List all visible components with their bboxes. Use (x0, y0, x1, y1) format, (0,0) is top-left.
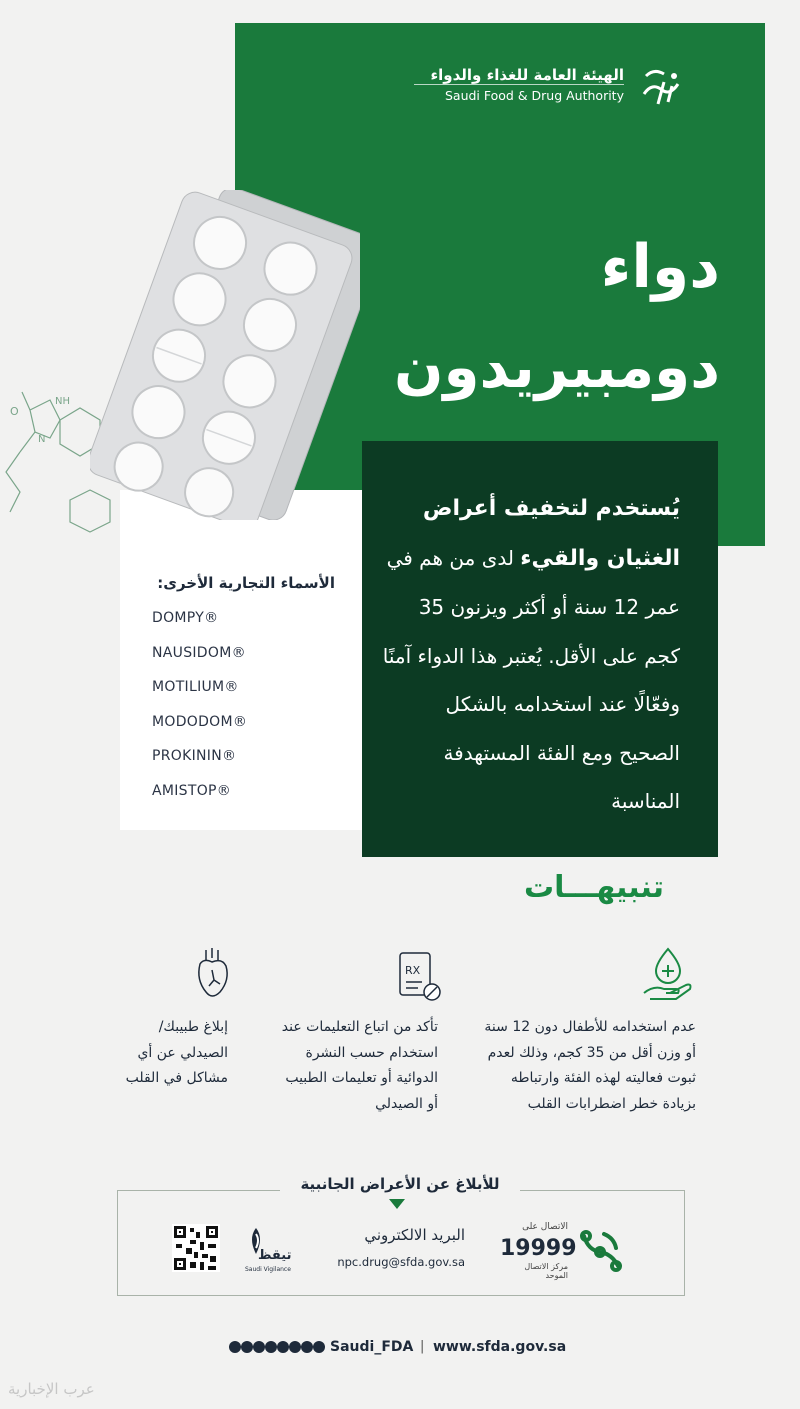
brand-list (152, 610, 247, 817)
call-center-label: مركز الاتصال الموحد (524, 1262, 568, 1280)
brand-item: DOMPY® (152, 610, 219, 626)
brand-item: NAUSIDOM® (152, 644, 246, 661)
logo-arabic-text: الهيئة العامة للغذاء والدواء (430, 66, 624, 84)
email-label: البريد الالكتروني (364, 1226, 465, 1244)
title-drug: دواء (600, 232, 720, 302)
blister-pack-illustration (90, 190, 360, 520)
footer-separator: | (420, 1339, 425, 1354)
warning-children: عدم استخدامه للأطفال دون 12 سنة أو وزن أقل من 35 كجم، وذلك لعدم ثبوت فعاليته لهذه الفئة وارتباطه بزيادة خطر اضطرابات القلب (484, 1019, 696, 1112)
social-handle[interactable]: Saudi_FDA (330, 1339, 414, 1355)
warning-instructions: تأكد من اتباع التعليمات عند استخدام حسب النشرة الدوائية أو تعليمات الطبيب أو الصيدلي (281, 1019, 438, 1112)
phone-label: الاتصال على (522, 1222, 568, 1232)
brand-item: MOTILIUM® (152, 679, 239, 695)
svg-text:N: N (38, 434, 46, 445)
brands-title: الأسماء التجارية الأخرى: (157, 574, 335, 592)
sfda-mark-icon (638, 64, 684, 110)
svg-text:RX: RX (405, 964, 421, 977)
brand-item: MODODOM® (152, 713, 248, 730)
logo-divider (414, 84, 624, 85)
call-center-icon (578, 1226, 624, 1274)
svg-text:O: O (10, 405, 19, 418)
logo-english-text: Saudi Food & Drug Authority (444, 88, 624, 103)
report-title: للأبلاغ عن الأعراض الجانبية (300, 1175, 500, 1193)
watermark: عرب الإخبارية (8, 1380, 95, 1398)
warning-heart: إبلاغ طبيبك/ الصيدلي عن أي مشاكل في القلب (125, 1019, 228, 1086)
description-text: لدى من هم في عمر 12 سنة أو أكثر ويزنون 35 كجم على الأقل. يُعتبر هذا الدواء آمنًا وفعّالًا عند استخدامه بالشكل الصحيح ومع الفئة المستهدفة المناسبة (382, 545, 680, 813)
heart-organ-icon (192, 946, 232, 1002)
phone-number[interactable]: 19999 (500, 1236, 577, 1261)
brand-item: AMISTOP® (152, 782, 232, 799)
drug-description (380, 484, 680, 826)
sfda-logo (404, 62, 684, 112)
social-icons (228, 1340, 326, 1354)
report-arrow-icon (389, 1199, 405, 1209)
prescription-icon (396, 950, 442, 1002)
website-link[interactable]: www.sfda.gov.sa (433, 1339, 567, 1355)
warnings-title: تنبيهـــات (524, 870, 664, 905)
qr-code-icon[interactable] (172, 1224, 220, 1272)
brand-item: PROKININ® (152, 748, 237, 764)
title-domperidone: دومبيريدون (394, 333, 720, 401)
description-highlight: يُستخدم لتخفيف أعراض الغثيان والقيء (422, 496, 680, 571)
vigilance-english: Saudi Vigilance (245, 1266, 291, 1273)
footer (228, 1336, 578, 1360)
vigilance-arabic: تيقظ (258, 1248, 292, 1263)
svg-text:NH: NH (55, 396, 70, 407)
email-link[interactable]: npc.drug@sfda.gov.sa (337, 1255, 465, 1269)
hand-heart-icon (640, 945, 696, 1003)
